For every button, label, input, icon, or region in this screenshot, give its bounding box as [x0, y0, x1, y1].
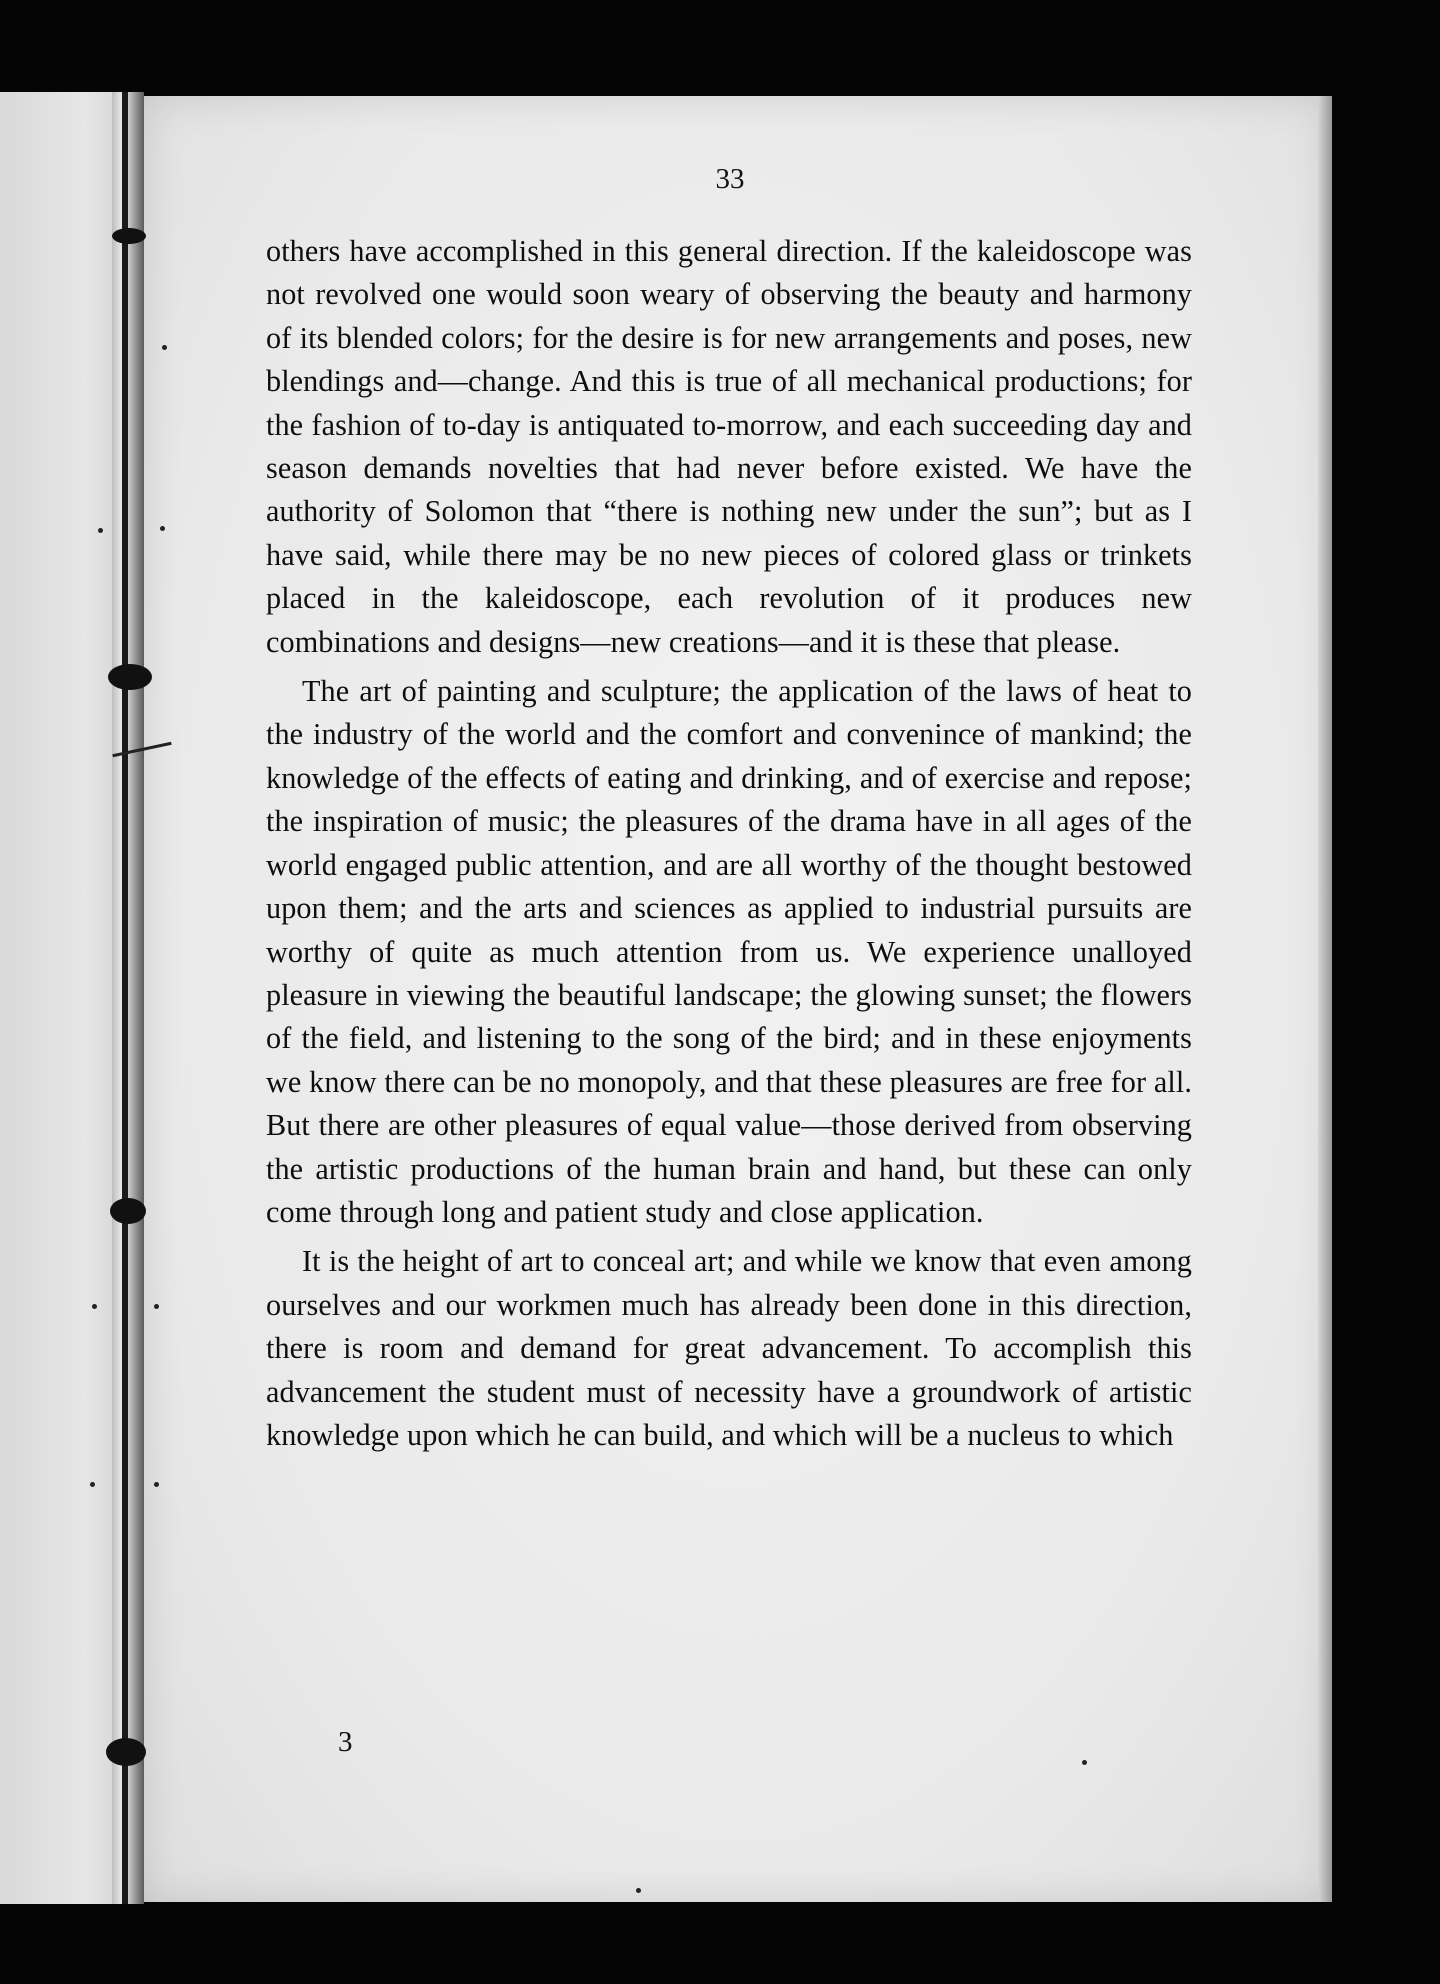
- binding-stitch: [106, 1738, 146, 1766]
- scan-speck: [154, 1304, 159, 1309]
- scan-speck: [1082, 1760, 1087, 1765]
- paragraph: It is the height of art to conceal art; and while we know that even among ourselves and our workmen much has already been done in this direction, there is room and demand for great advancement. To accomplish this advancement the student must of necessity have a groundwork of artistic knowledge upon which he can build, and which will be a nucleus to which: [266, 1244, 1192, 1452]
- book-binding: [112, 92, 144, 1904]
- binding-stitch: [112, 228, 146, 244]
- scan-speck: [92, 1304, 97, 1309]
- binding-stitch: [108, 664, 152, 690]
- body-text: [266, 230, 1192, 1457]
- paragraph: The art of painting and sculpture; the application of the laws of heat to the industry of the world and the comfort and convenince of mankind; the knowledge of the effects of eating and drinking, and of exercise and repose; the inspiration of music; the pleasures of the drama have in all ages of the world engaged public attention, and are all worthy of the thought bestowed upon them; and the arts and sciences as applied to industrial pursuits are worthy of quite as much attention from us. We experience unalloyed pleasure in viewing the beautiful landscape; the glowing sunset; the flowers of the field, and listening to the song of the bird; and in these enjoyments we know there can be no monopoly, and that these pleasures are free for all. But there are other pleasures of equal value—those derived from observing the artistic productions of the human brain and hand, but these can only come through long and patient study and close application.: [266, 674, 1192, 1229]
- scan-speck: [636, 1888, 641, 1893]
- binding-spine-line: [122, 92, 128, 1904]
- scan-speck: [90, 1482, 95, 1487]
- scan-speck: [160, 526, 165, 531]
- page-number: 33: [715, 163, 745, 195]
- paragraph: others have accomplished in this general direction. If the kaleidoscope was not revolved one would soon weary of observing the beauty and harmony of its blended colors; for the desire is for new arrangements and poses, new blendings and—change. And this is true of all mechanical productions; for the fashion of to-day is antiquated to-morrow, and each succeeding day and season demands novelties that had never before existed. We have the authority of Solomon that “there is nothing new under the sun”; but as I have said, while there may be no new pieces of colored glass or trinkets placed in the kaleidoscope, each revolution of it produces new combinations and designs—new creations—and it is these that please.: [266, 234, 1192, 659]
- page-right-edge: [1318, 96, 1332, 1902]
- signature-mark: 3: [338, 1726, 353, 1758]
- scan-speck: [154, 1482, 159, 1487]
- scan-speck: [162, 345, 167, 350]
- scan-speck: [98, 528, 103, 533]
- binding-stitch: [110, 1198, 146, 1224]
